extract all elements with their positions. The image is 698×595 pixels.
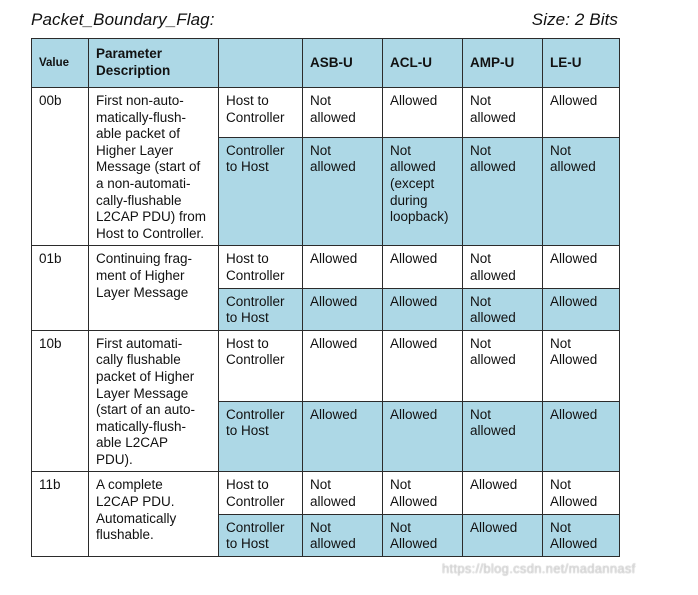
permission-cell: Not allowed (543, 137, 620, 246)
permission-cell: Allowed (303, 401, 383, 472)
col-header-amp-u: AMP-U (463, 39, 543, 88)
table-body (32, 88, 620, 557)
value-cell: 11b (32, 472, 89, 556)
permission-cell: Allowed (303, 288, 383, 330)
permission-cell: Not allowed (303, 88, 383, 138)
permission-cell: Not allowed (303, 472, 383, 514)
value-cell: 00b (32, 88, 89, 246)
table-row (32, 88, 620, 138)
permission-cell: Allowed (383, 246, 463, 288)
direction-cell: Host to Controller (219, 88, 303, 138)
permission-cell: Allowed (543, 288, 620, 330)
permission-cell: Not allowed (463, 330, 543, 401)
direction-cell: Controller to Host (219, 137, 303, 246)
watermark: https://blog.csdn.net/madannasf (442, 561, 636, 576)
permission-cell: Allowed (383, 288, 463, 330)
value-cell: 01b (32, 246, 89, 330)
direction-cell: Controller to Host (219, 514, 303, 556)
permission-cell: Allowed (383, 88, 463, 138)
permission-cell: Not allowed (463, 137, 543, 246)
permission-cell: Not Allowed (543, 330, 620, 401)
direction-cell: Controller to Host (219, 288, 303, 330)
table-row (32, 330, 620, 401)
description-cell: Continuing frag- ment of Higher Layer Message (89, 246, 219, 330)
permission-cell: Not allowed (303, 514, 383, 556)
permission-cell: Allowed (383, 330, 463, 401)
value-cell: 10b (32, 330, 89, 472)
table-row (32, 246, 620, 288)
direction-cell: Host to Controller (219, 246, 303, 288)
flag-name: Packet_Boundary_Flag: (31, 10, 215, 29)
permission-cell: Not Allowed (383, 472, 463, 514)
table-caption (31, 10, 618, 30)
description-cell: First non-auto- matically-flush- able packet of Higher Layer Message (start of a non-automati- cally-flushable L2CAP PDU) from Host to Controller. (89, 88, 219, 246)
permission-cell: Not allowed (463, 288, 543, 330)
permission-cell: Not allowed (except during loopback) (383, 137, 463, 246)
header-row (32, 39, 620, 88)
permission-cell: Not Allowed (543, 514, 620, 556)
permission-cell: Not allowed (463, 246, 543, 288)
permission-cell: Allowed (303, 246, 383, 288)
permission-cell: Allowed (463, 472, 543, 514)
permission-cell: Allowed (543, 246, 620, 288)
col-header-description: Parameter Description (89, 39, 219, 88)
col-header-direction (219, 39, 303, 88)
permission-cell: Allowed (303, 330, 383, 401)
permission-cell: Allowed (543, 88, 620, 138)
col-header-acl-u: ACL-U (383, 39, 463, 88)
direction-cell: Host to Controller (219, 472, 303, 514)
permission-cell: Allowed (463, 514, 543, 556)
flag-size: Size: 2 Bits (531, 10, 618, 29)
col-header-value: Value (32, 39, 89, 88)
col-header-le-u: LE-U (543, 39, 620, 88)
col-header-asb-u: ASB-U (303, 39, 383, 88)
permission-cell: Allowed (543, 401, 620, 472)
packet-boundary-flag-table (31, 38, 620, 557)
permission-cell: Not Allowed (383, 514, 463, 556)
table-row (32, 472, 620, 514)
permission-cell: Not Allowed (543, 472, 620, 514)
permission-cell: Allowed (383, 401, 463, 472)
permission-cell: Not allowed (463, 401, 543, 472)
permission-cell: Not allowed (303, 137, 383, 246)
direction-cell: Controller to Host (219, 401, 303, 472)
direction-cell: Host to Controller (219, 330, 303, 401)
description-cell: First automati- cally flushable packet of Higher Layer Message (start of an auto- matically-flush- able L2CAP PDU). (89, 330, 219, 472)
permission-cell: Not allowed (463, 88, 543, 138)
description-cell: A complete L2CAP PDU. Automatically flushable. (89, 472, 219, 556)
